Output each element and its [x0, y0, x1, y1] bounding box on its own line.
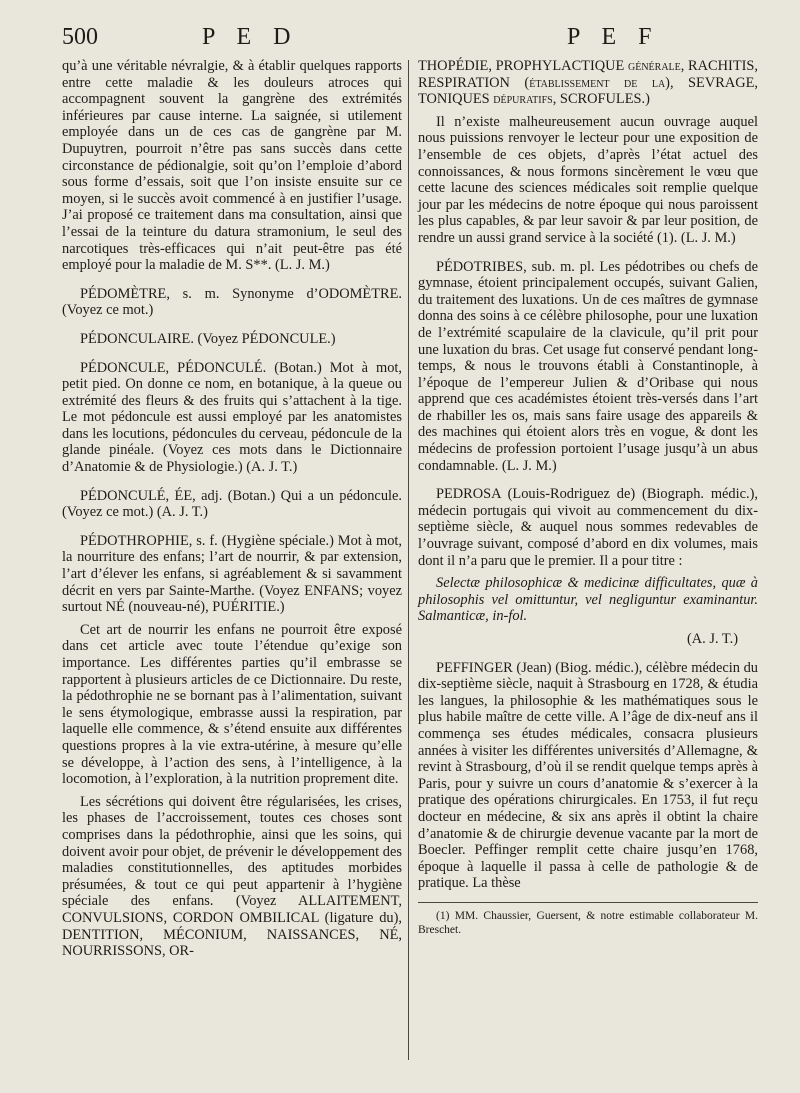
running-header [62, 22, 760, 52]
footnote: (1) MM. Chaussier, Guersent, & notre estimable collaborateur M. Breschet. [418, 909, 758, 936]
entry-pedoncule: PÉDONCULE, PÉDONCULÉ. (Botan.) Mot à mot, petit pied. On donne ce nom, en botanique, à la queue ou extrémité des fleurs & des fruits qui s’attachent à la tige. Le mot pédoncule est aussi employé par les anatomistes dans les locutions, pédoncules du cerveau, pédoncule de la glande pinéale. (Voyez ces mots dans le Dictionnaire d’Anatomie & de Physiologie.) (A. J. T.) [62, 359, 402, 476]
right-column [418, 58, 758, 943]
paragraph-pedotrophie-3: Les sécrétions qui doivent être régularisées, les crises, les phases de l’accroissement, toutes ces choses sont comprises dans la pédothrophie, ainsi que les soins, qui doivent avoir pour objet, de prévenir le développement des maladies constitutionnelles, des aptitudes morbides présumées, & tout ce qui peut appartenir à l’hygiène spéciale des enfans. (Voyez ALLAITEMENT, CONVULSIONS, CORDON OMBILICAL (ligature du), DENTITION, MÉCONIUM, NAISSANCES, NÉ, NOURRISSONS, OR- [62, 793, 402, 960]
entry-pedotrophie: PÉDOTHROPHIE, s. f. (Hygiène spéciale.) Mot à mot, la nourriture des enfans; l’art de nourrir, & par extension, l’art d’élever les enfans, si agréablement & si savamment décrit en vers par Sainte-Marthe. (Voyez ENFANS; voyez surtout NÉ (nouveau-né), PUÉRITIE.) [62, 532, 402, 616]
paragraph-continuation-right: THOPÉDIE, PROPHYLACTIQUE générale, RACHITIS, RESPIRATION (établissement de la), SEVRAGE, TONIQUES dépuratifs, SCROFULES.) [418, 58, 758, 108]
left-column [62, 58, 402, 966]
entry-pedotribes: PÉDOTRIBES, sub. m. pl. Les pédotribes ou chefs de gymnase, étoient principalement occupés, suivant Galien, du traitement des luxations. Un de ces maîtres de gymnase donna des soins à ce célèbre philosophe, pour une luxation de l’extrémité scapulaire de la clavicule, qu’il prit pour une luxation du bras. Cet usage fut conservé pendant long-temps, & nous le trouvons établi à Constantinople, à l’époque de l’empereur Julien & d’Oribase qui nous apprend que ces académistes étoient très-versés dans l’art de rhabiller les os, mais sans faire usage des appareils & des machines qui étoient alors très en vogue, & dont les médecins de profession portoient l’usage jusqu’à un abus condamnable. (L. J. M.) [418, 258, 758, 474]
entry-pedrosa: PEDROSA (Louis-Rodriguez de) (Biograph. médic.), médecin portugais qui vivoit au commencement du dix-septième siècle, & auquel nous sommes redevables de l’ouvrage suivant, composé d’abord en dix volumes, mais dont il n’a paru que le premier. Il a pour titre : [418, 486, 758, 569]
entry-pedonculaire: PÉDONCULAIRE. (Voyez PÉDONCULE.) [80, 330, 336, 347]
paragraph-no-work: Il n’existe malheureusement aucun ouvrage auquel nous puissions renvoyer le lecteur pour une exposition de l’ensemble de ces objets, d’après l’état actuel des connoissances, & nous formons sincèrement le vœu que cette lacune des sciences médicales soit remplie quelque jour par les médecins de notre époque qui nous paroissent les plus capables, & par leur savoir & par leur position, de rendre un aussi grand service à la société (1). (L. J. M.) [418, 113, 758, 246]
pedrosa-signature: (A. J. T.) [686, 631, 738, 647]
footnote-rule [418, 902, 758, 903]
paragraph-continuation: qu’à une véritable névralgie, & à établir quelques rapports entre cette maladie & les douleurs atroces qui accompagnent souvent la gangrène des extrémités inférieures par cause interne. La saignée, si utilement employée dans un de ces cas de gangrène par M. Dupuytren, pourroit n’être pas sans succès dans cette circonstance de pédionalgie, soit qu’on l’emploie d’abord sous forme d’essais, soit que l’on insiste ensuite sur ce moyen, si le succès avoit commencé à en justifier l’usage. J’ai proposé ce traitement dans ma consultation, ainsi que l’essai de la teinture du datura stramonium, le seul des narcotiques très-efficaces qui n’ait peut-être pas été employé pour la maladie de M. S**. (L. J. M.) [62, 58, 402, 274]
entry-pedoncule-adj: PÉDONCULÉ, ÉE, adj. (Botan.) Qui a un pédoncule. (Voyez ce mot.) (A. J. T.) [62, 487, 402, 521]
paragraph-pedotrophie-2: Cet art de nourrir les enfans ne pourroit être exposé dans cet article avec toute l’étendue qu’exige son importance. Les différentes parties qu’il embrasse se rapportent à plusieurs articles de ce Dictionnaire. Du reste, la pédothrophie ne se bornant pas à l’alimentation, suivant le sens étymologique, embrasse aussi la respiration, par laquelle elle commence, & s’étend ensuite aux différentes questions propres à la vie extra-utérine, à mesure qu’elle se développe, à l’action des sens, à l’intelligence, à la locomotion, à l’exploration, à la nutrition proprement dite. [62, 621, 402, 788]
entry-peffinger: PEFFINGER (Jean) (Biog. médic.), célèbre médecin du dix-septième siècle, naquit à Strasbourg en 1728, & étudia les langues, la philosophie & les mathématiques sous le plus habile maître de cette ville. A l’âge de dix-neuf ans il commença ses études médicales, consacra plusieurs années à visiter les différentes universités d’Allemagne, & revint à Strasbourg, d’où il se rendit quelque temps après à Paris, pour y suivre un cours d’anatomie & s’exercer à la pratique des opérations chirurgicales. En 1753, il fut reçu docteur en médecine, & six ans après il obtint la chaire d’anatomie & de chirurgie devenue vacante par la mort de Boecler. Peffinger remplit cette chaire jusqu’en 1768, époque à laquelle il passa à celle de pathologie & de pratique. La thèse [418, 659, 758, 892]
entry-pedometre: PÉDOMÈTRE, s. m. Synonyme d’ODOMÈTRE. (Voyez ce mot.) [62, 285, 402, 319]
left-running-head: P E D [202, 24, 299, 50]
right-running-head: P E F [567, 24, 660, 50]
page-number: 500 [62, 24, 98, 50]
column-divider [408, 60, 409, 1060]
pedrosa-title: Selectæ philosophicæ & medicinæ difficultates, quæ à philosophis vel omittuntur, vel negliguntur examinantur. Salmanticæ, in-fol. [418, 575, 758, 625]
